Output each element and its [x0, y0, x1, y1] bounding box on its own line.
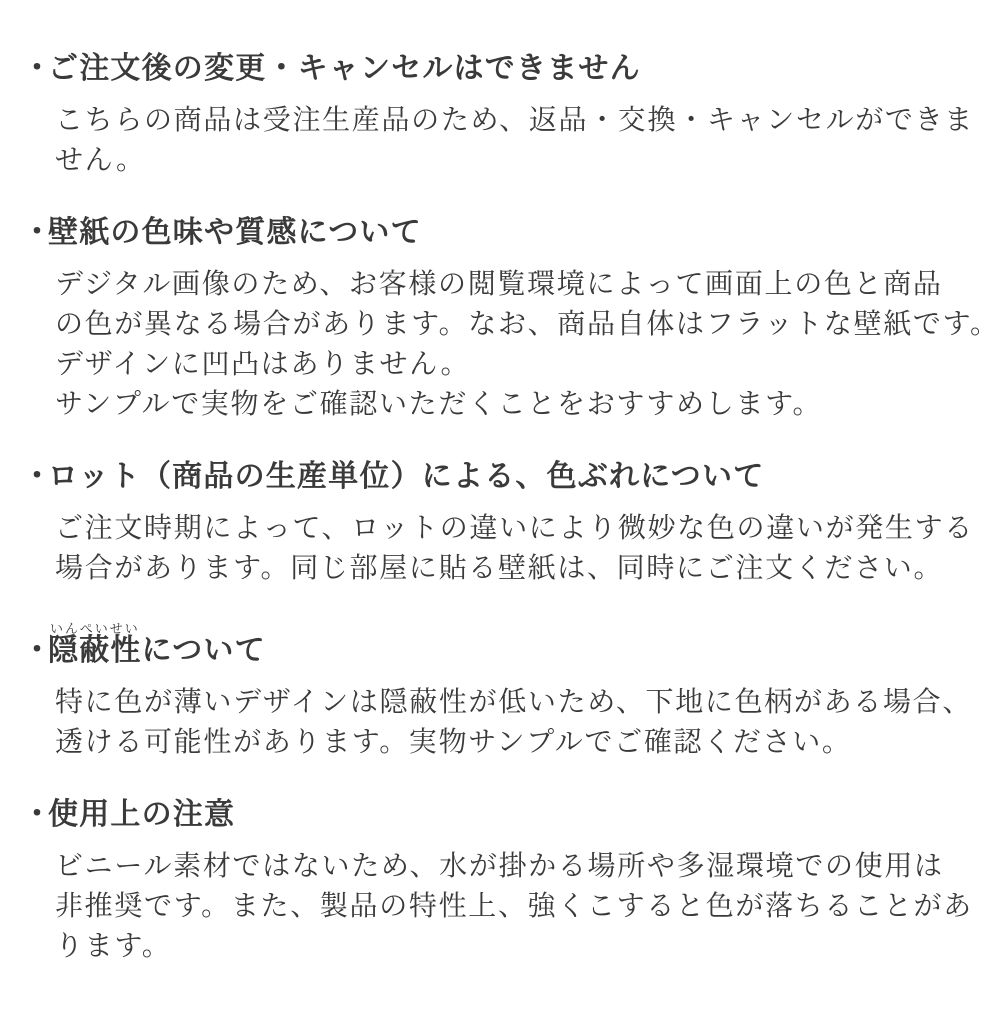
- body-line: 透ける可能性があります。実物サンプルでご確認ください。: [55, 726, 852, 757]
- section-body: [55, 100, 974, 180]
- body-line: こちらの商品は受注生産品のため、返品・交換・キャンセルができま: [55, 104, 974, 135]
- body-line: ビニール素材ではないため、水が掛かる場所や多湿環境での使用は: [55, 850, 944, 881]
- body-line: の色が異なる場合があります。なお、商品自体はフラットな壁紙です。: [55, 308, 1000, 339]
- section-heading: 使用上の注意: [48, 798, 236, 831]
- bullet-icon: ・: [22, 216, 54, 249]
- furigana-text: いんぺいせい: [50, 621, 140, 636]
- section-heading-row: [22, 210, 970, 256]
- section-usage-precautions: [22, 792, 973, 966]
- bullet-icon: ・: [22, 52, 54, 85]
- section-body: [55, 682, 973, 762]
- body-line: 場合があります。同じ部屋に貼る壁紙は、同時にご注文ください。: [55, 552, 944, 583]
- section-body: [55, 264, 1000, 424]
- section-heading-row: [22, 792, 970, 838]
- body-line: 非推奨です。また、製品の特性上、強くこすると色が落ちることがあ: [55, 890, 973, 921]
- section-body: [55, 846, 973, 966]
- section-opacity: [22, 618, 973, 762]
- body-line: デザインに凹凸はありません。: [55, 348, 471, 379]
- section-heading: ご注文後の変更・キャンセルはできません: [48, 52, 641, 85]
- body-line: ります。: [55, 930, 172, 961]
- heading-rest-text: について: [141, 634, 266, 667]
- section-heading: ロット（商品の生産単位）による、色ぶれについて: [48, 460, 765, 493]
- bullet-icon: ・: [22, 634, 54, 667]
- section-heading-row: [22, 46, 970, 92]
- bullet-icon: ・: [22, 460, 54, 493]
- section-cancellation-policy: [22, 46, 974, 180]
- body-line: 特に色が薄いデザインは隠蔽性が低いため、下地に色柄がある場合、: [55, 686, 973, 717]
- section-heading-row: [22, 621, 970, 674]
- section-heading: 壁紙の色味や質感について: [48, 216, 422, 249]
- section-heading-row: [22, 454, 970, 500]
- section-color-texture: [22, 210, 1000, 424]
- section-heading: [48, 621, 266, 674]
- body-line: せん。: [55, 144, 146, 175]
- body-line: サンプルで実物をご確認いただくことをおすすめします。: [55, 388, 823, 419]
- bullet-icon: ・: [22, 798, 54, 831]
- body-line: ご注文時期によって、ロットの違いにより微妙な色の違いが発生する: [55, 512, 974, 543]
- ruby-base-text: 隠蔽性: [48, 634, 142, 667]
- body-line: デジタル画像のため、お客様の閲覧環境によって画面上の色と商品: [55, 268, 943, 299]
- section-body: [55, 508, 974, 588]
- section-lot-color-variation: [22, 454, 974, 588]
